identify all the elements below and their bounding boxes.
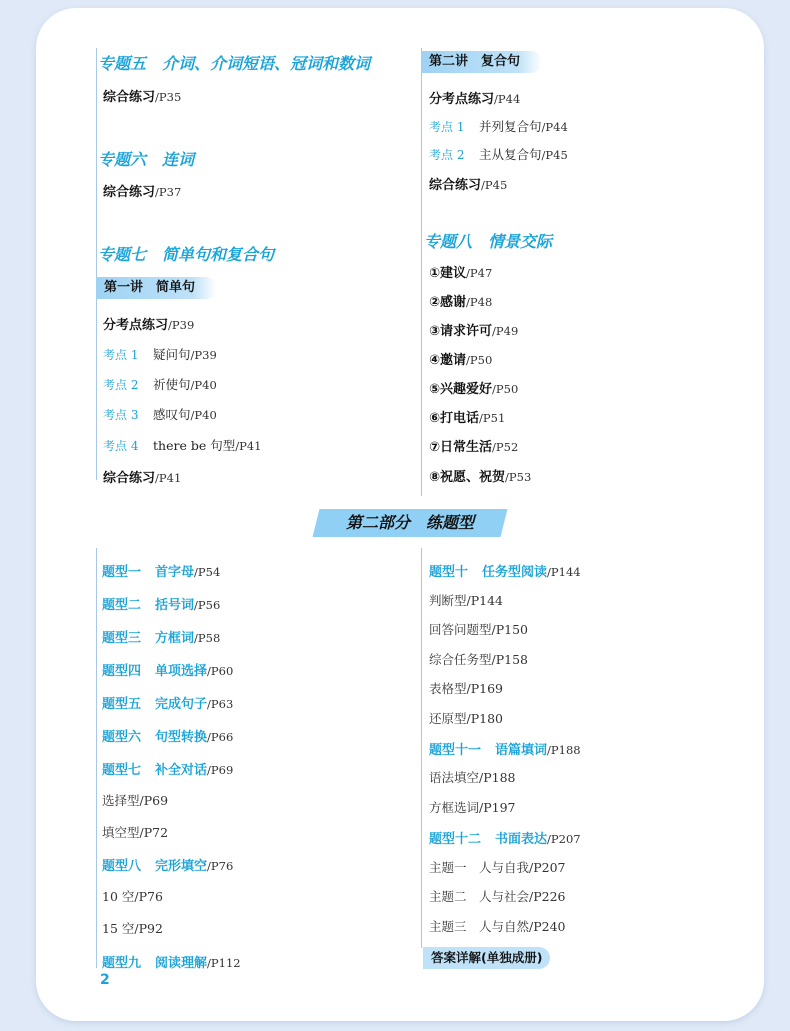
entry-page: /P50 [466,353,493,367]
entry-page: /P54 [194,565,221,579]
entry-label: ⑧祝愿、祝贺 [429,470,506,485]
toc-entry[interactable] [103,181,181,200]
entry-page: /P44 [541,120,568,134]
entry-page: /P63 [207,697,234,711]
entry-label: 主从复合句 [479,147,542,162]
entry-label: ②感谢 [429,295,467,310]
entry-label: there be 句型 [153,438,236,453]
toc-entry[interactable] [429,145,568,163]
type-name: 补全对话 [155,763,208,778]
toc-entry[interactable] [429,407,505,426]
toc-entry[interactable] [429,320,518,339]
type-name: 书面表达 [495,832,548,847]
type-number: 题型十一 [429,743,482,758]
type-name: 阅读理解 [155,956,208,971]
sub-entry[interactable]: 主题二 人与社会/P226 [429,889,566,904]
question-type-entry[interactable] [102,759,233,778]
entry-page: /P76 [207,859,234,873]
entry-page: /P35 [155,90,182,104]
answer-key-label: 答案详解(单独成册) [423,947,550,969]
toc-entry[interactable] [429,378,518,397]
sub-entry[interactable]: 回答问题型/P150 [429,622,528,637]
entry-page: /P39 [168,318,195,332]
entry-page: /P58 [194,631,221,645]
entry-page: /P41 [235,439,262,453]
lecture-2-header: 第二讲 复合句 [421,51,542,73]
point-tag: 考点 2 [103,378,139,392]
entry-page: /P60 [207,664,234,678]
sub-entry[interactable]: 综合任务型/P158 [429,652,528,667]
toc-entry[interactable] [429,174,507,193]
toc-entry[interactable] [429,262,492,281]
sub-entry[interactable]: 主题一 人与自我/P207 [429,860,566,875]
entry-label: 综合练习 [429,178,482,193]
toc-entry[interactable] [103,314,194,333]
type-number: 题型九 [102,956,142,971]
sub-entry[interactable]: 10 空/P76 [102,889,163,904]
entry-page: /P69 [207,763,234,777]
entry-page: /P45 [481,178,508,192]
entry-page: /P50 [492,382,519,396]
sub-entry[interactable]: 填空型/P72 [102,825,169,840]
toc-entry[interactable] [429,349,492,368]
entry-label: ⑤兴趣爱好 [429,382,493,397]
entry-label: 综合练习 [103,90,156,105]
type-name: 首字母 [155,565,195,580]
question-type-entry[interactable] [102,594,220,613]
entry-label: ④邀请 [429,353,467,368]
sub-entry[interactable]: 还原型/P180 [429,711,503,726]
point-tag: 考点 1 [103,348,139,362]
question-type-entry[interactable] [429,828,581,847]
entry-page: /P51 [479,411,506,425]
entry-label: 疑问句 [153,347,191,362]
entry-page: /P37 [155,185,182,199]
point-tag: 考点 4 [103,439,139,453]
entry-page: /P66 [207,730,234,744]
entry-page: /P112 [207,956,241,970]
entry-label: ⑦日常生活 [429,440,493,455]
entry-page: /P52 [492,440,519,454]
entry-page: /P144 [547,565,581,579]
entry-page: /P40 [190,378,217,392]
entry-label: 感叹句 [153,407,191,422]
toc-entry[interactable] [103,467,181,486]
type-name: 语篇填词 [495,743,548,758]
toc-entry[interactable] [429,88,520,107]
question-type-entry[interactable] [102,693,233,712]
question-type-entry[interactable] [429,561,581,580]
entry-label: 并列复合句 [479,119,542,134]
question-type-entry[interactable] [102,561,220,580]
toc-entry[interactable] [429,436,518,455]
sub-entry[interactable]: 方框选词/P197 [429,800,516,815]
part-2-banner: 第二部分 练题型 [345,513,474,532]
type-number: 题型一 [102,565,142,580]
entry-page: /P56 [194,598,221,612]
type-number: 题型八 [102,859,142,874]
type-name: 完成句子 [155,697,208,712]
entry-label: 祈使句 [153,377,191,392]
entry-page: /P45 [541,148,568,162]
toc-entry[interactable] [103,375,217,393]
type-name: 括号词 [155,598,195,613]
type-name: 方框词 [155,631,195,646]
topic-5-title: 专题五 介词、介词短语、冠词和数词 [98,54,371,73]
entry-page: /P41 [155,471,182,485]
entry-label: 分考点练习 [429,92,495,107]
entry-page: /P207 [547,832,581,846]
toc-entry[interactable] [103,86,181,105]
entry-label: ①建议 [429,266,467,281]
column-divider [421,48,422,496]
point-tag: 考点 3 [103,408,139,422]
type-number: 题型二 [102,598,142,613]
type-name: 任务型阅读 [482,565,548,580]
lecture-1-header: 第一讲 简单句 [96,277,217,299]
point-tag: 考点 2 [429,148,465,162]
toc-entry[interactable] [103,345,217,363]
type-number: 题型三 [102,631,142,646]
topic-7-title: 专题七 简单句和复合句 [98,245,275,264]
type-number: 题型四 [102,664,142,679]
sub-entry[interactable]: 15 空/P92 [102,921,163,936]
sub-entry[interactable]: 判断型/P144 [429,593,503,608]
entry-label: ③请求许可 [429,324,493,339]
toc-entry[interactable] [103,405,217,423]
type-name: 句型转换 [155,730,208,745]
type-name: 单项选择 [155,664,208,679]
page-number: 2 [100,972,110,988]
column-divider [96,48,97,480]
question-type-entry[interactable] [102,726,233,745]
type-name: 完形填空 [155,859,208,874]
sub-entry[interactable]: 表格型/P169 [429,681,503,696]
question-type-entry[interactable] [102,627,220,646]
entry-page: /P48 [466,295,493,309]
question-type-entry[interactable] [102,855,233,874]
entry-page: /P188 [547,743,581,757]
column-divider [96,548,97,968]
toc-entry[interactable] [103,436,261,454]
type-number: 题型七 [102,763,142,778]
topic-6-title: 专题六 连词 [98,150,195,169]
toc-entry[interactable] [429,291,492,310]
question-type-entry[interactable] [102,952,241,971]
question-type-entry[interactable] [429,739,581,758]
entry-label: 综合练习 [103,471,156,486]
entry-label: 分考点练习 [103,318,169,333]
toc-entry[interactable] [429,466,531,485]
toc-entry[interactable] [429,117,568,135]
question-type-entry[interactable] [102,660,233,679]
sub-entry[interactable]: 主题三 人与自然/P240 [429,919,566,934]
entry-page: /P49 [492,324,519,338]
entry-label: 综合练习 [103,185,156,200]
type-number: 题型五 [102,697,142,712]
sub-entry[interactable]: 选择型/P69 [102,793,169,808]
entry-page: /P39 [190,348,217,362]
entry-page: /P47 [466,266,493,280]
entry-label: ⑥打电话 [429,411,480,426]
type-number: 题型六 [102,730,142,745]
entry-page: /P40 [190,408,217,422]
type-number: 题型十二 [429,832,482,847]
column-divider [421,548,422,948]
topic-8-title: 专题八 情景交际 [424,232,553,251]
point-tag: 考点 1 [429,120,465,134]
type-number: 题型十 [429,565,469,580]
sub-entry[interactable]: 语法填空/P188 [429,770,516,785]
entry-page: /P44 [494,92,521,106]
entry-page: /P53 [505,470,532,484]
